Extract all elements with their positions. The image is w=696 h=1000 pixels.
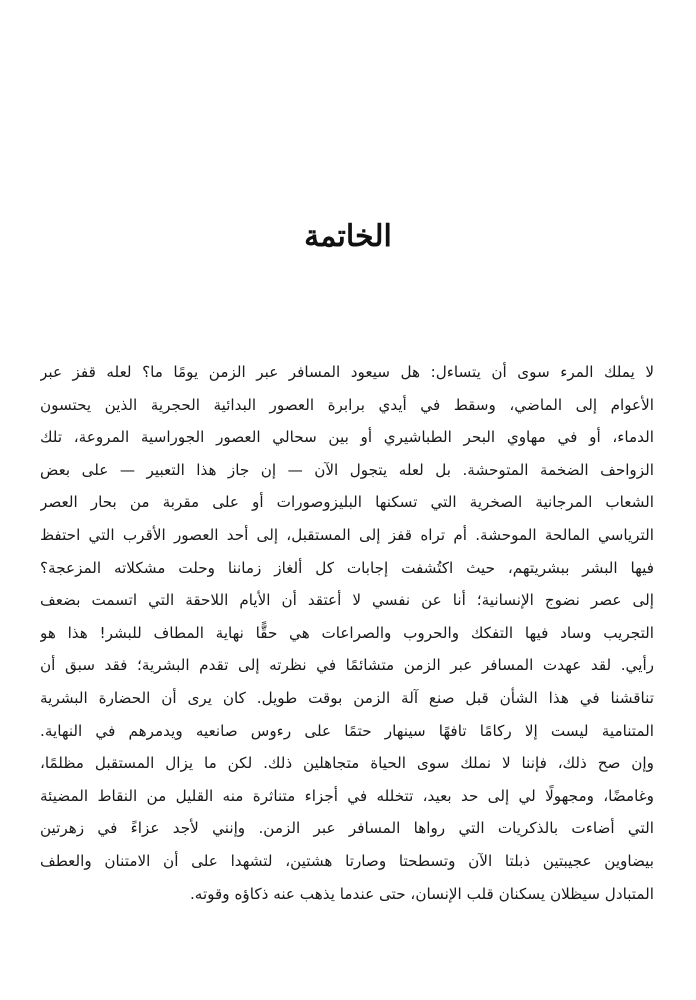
text-line: الترياسي المالحة الموحشة. أم تراه قفز إلى المستقبل، إلى أحد العصور الأقرب التي احتفظ bbox=[40, 525, 654, 544]
text-line: الشعاب المرجانية الصخرية التي تسكنها البليزوصورات أو على مقربة من بحار العصر bbox=[40, 493, 654, 512]
text-line: فيها البشر ببشريتهم، حيث اكتُشفت إجابات كل ألغاز زماننا وحلت مشكلاته المزعجة؟ bbox=[40, 558, 654, 577]
text-line: المتبادل سيظلان يسكنان قلب الإنسان، حتى عندما يذهب عنه ذكاؤه وقوته. bbox=[189, 884, 654, 903]
text-line: تناقشنا في هذا الشأن قبل صنع آلة الزمن بوقت طويل. كان يرى أن الحضارة البشرية bbox=[40, 688, 654, 707]
chapter-body-paragraph bbox=[40, 356, 654, 910]
text-line: التي أضاءت بالذكريات التي رواها المسافر عبر الزمن. وإنني لأجد عزاءً في زهرتين bbox=[40, 819, 654, 838]
text-line: المتنامية ليست إلا ركامًا تافهًا سينهار حتمًا على رءوس صانعيه ويدمرهم في النهاية. bbox=[40, 721, 654, 740]
text-line: إلى عصر نضوج الإنسانية؛ أنا عن نفسي لا أعتقد أن الأيام اللاحقة التي اتسمت بضعف bbox=[40, 591, 654, 610]
text-line: بيضاوين عجيبتين ذبلتا الآن وتسطحتا وصارتا هشتين، لتشهدا على أن الامتنان والعطف bbox=[40, 851, 654, 870]
text-line: رأيي. لقد عهدت المسافر عبر الزمن متشائمًا في نظرته إلى تقدم البشرية؛ فقد سبق أن bbox=[40, 656, 654, 675]
text-line: وغامضًا، ومجهولًا لي إلى حد بعيد، تتخلله في أجزاء متناثرة منه القليل من النقاط المضيئة bbox=[40, 786, 654, 805]
chapter-title: الخاتمة bbox=[304, 219, 392, 254]
text-line: الدماء، أو في مهاوي البحر الطباشيري أو بين سحالي العصور الجوراسية المروعة، تلك bbox=[40, 428, 654, 447]
text-line: الزواحف الضخمة المتوحشة. بل لعله يتجول الآن — إن جاز هذا التعبير — على بعض bbox=[40, 460, 654, 479]
text-line: الأعوام إلى الماضي، وسقط في أيدي برابرة العصور البدائية الحجرية الذين يحتسون bbox=[40, 395, 654, 414]
text-line: وإن صح ذلك، فإننا لا نملك سوى الحياة متجاهلين ذلك. لكن ما يزال المستقبل مظلمًا، bbox=[40, 754, 654, 773]
text-line: لا يملك المرء سوى أن يتساءل: هل سيعود المسافر عبر الزمن يومًا ما؟ لعله قفز عبر bbox=[40, 363, 654, 381]
text-line: التجريب وساد فيها التفكك والحروب والصراعات هي حقًّا نهاية المطاف للبشر! هذا هو bbox=[40, 623, 654, 642]
